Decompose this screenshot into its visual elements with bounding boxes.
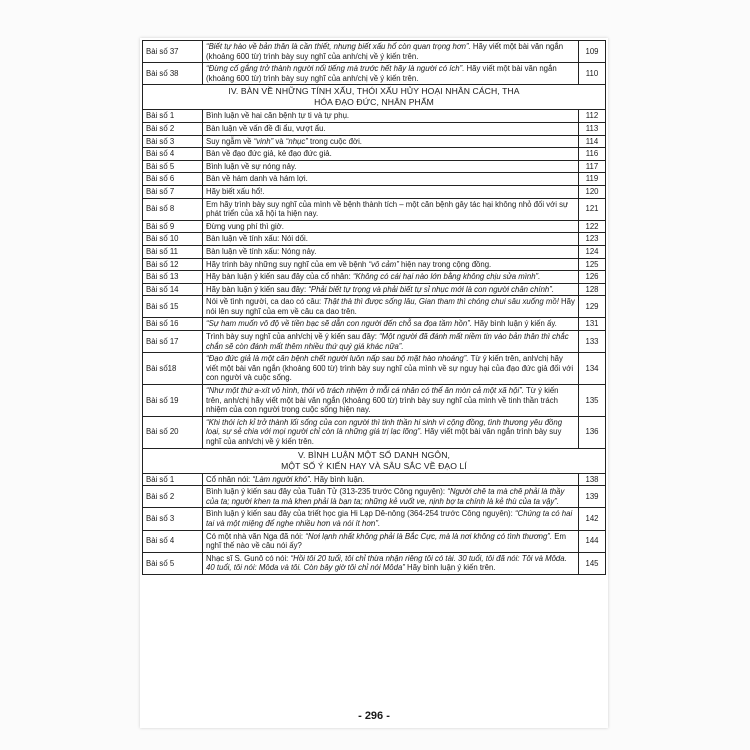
exercise-label: Bài số 3 <box>143 508 203 530</box>
toc-row <box>143 385 606 417</box>
exercise-label: Bài số 19 <box>143 385 203 417</box>
plain-text: Hãy viết một bài văn ngắn (khoảng 600 từ) trình bày suy nghĩ của anh/chị về ý kiến trên. <box>206 42 564 61</box>
exercise-label: Bài số 16 <box>143 318 203 331</box>
exercise-label: Bài số 13 <box>143 271 203 284</box>
exercise-title <box>203 331 579 353</box>
exercise-title <box>203 258 579 271</box>
exercise-title <box>203 160 579 173</box>
exercise-label: Bài số 5 <box>143 552 203 574</box>
toc-row <box>143 552 606 574</box>
plain-text: Bình luận về sự nóng nảy. <box>206 161 297 171</box>
exercise-title <box>203 173 579 186</box>
exercise-title <box>203 41 579 63</box>
quote-text: “Sự ham muốn vô độ về tiền bạc sẽ dẫn con người đến chỗ sa đọa tầm hồn”. <box>206 319 472 329</box>
exercise-label: Bài số 1 <box>143 110 203 123</box>
exercise-title <box>203 198 579 220</box>
exercise-label: Bài số 4 <box>143 148 203 161</box>
exercise-label: Bài số 12 <box>143 258 203 271</box>
section-heading-line: MỘT SỐ Ý KIẾN HAY VÀ SÂU SẮC VỀ ĐẠO LÍ <box>281 460 467 471</box>
page-ref: 124 <box>579 245 606 258</box>
toc-row <box>143 530 606 552</box>
page-ref: 122 <box>579 220 606 233</box>
plain-text: và <box>273 136 286 146</box>
quote-text: “Nơi lạnh nhất không phải là Bắc Cực, mà là nơi không có tình thương”. <box>305 531 553 541</box>
exercise-label: Bài số 4 <box>143 530 203 552</box>
plain-text: hiện nay trong cộng đồng. <box>398 259 492 269</box>
plain-text: trong cuộc đời. <box>307 136 362 146</box>
book-page <box>140 38 608 728</box>
plain-text: Hãy bình luận ý kiến ấy. <box>472 319 557 329</box>
exercise-title <box>203 148 579 161</box>
quote-text: “Làm người khó”. <box>252 474 312 484</box>
exercise-label: Bài số 10 <box>143 233 203 246</box>
page-ref: 142 <box>579 508 606 530</box>
toc-row <box>143 245 606 258</box>
page-ref: 144 <box>579 530 606 552</box>
quote-text: Thật thà thì được sống lâu, Gian tham thì chóng chui sâu xuống mồ! <box>323 297 559 307</box>
page-ref: 138 <box>579 473 606 486</box>
toc-row <box>143 296 606 318</box>
plain-text: Hãy biết xấu hổ!. <box>206 186 265 196</box>
exercise-title <box>203 416 579 448</box>
plain-text: Cổ nhân nói: <box>206 474 253 484</box>
toc-row <box>143 160 606 173</box>
page-ref: 109 <box>579 41 606 63</box>
plain-text: Nhạc sĩ S. Gunô có nói: <box>206 553 291 563</box>
exercise-label: Bài số 5 <box>143 160 203 173</box>
section-heading-row <box>143 448 606 473</box>
plain-text: Bình luận ý kiến sau đây của triết học gia Hi Lạp Dê-nông (364-254 trước Công nguyên): <box>206 509 515 519</box>
exercise-title <box>203 185 579 198</box>
exercise-label: Bài số 17 <box>143 331 203 353</box>
toc-row <box>143 416 606 448</box>
plain-text: Hãy viết một bài văn ngắn (khoảng 600 từ) trình bày suy nghĩ của anh/chị về ý kiến trên. <box>206 64 557 83</box>
exercise-title <box>203 110 579 123</box>
plain-text: Hãy bình luận. <box>311 474 365 484</box>
exercise-label: Bài số 1 <box>143 473 203 486</box>
quote-text: “Biết tự hào về bản thân là cần thiết, nhưng biết xấu hổ còn quan trọng hơn”. <box>206 42 471 51</box>
toc-row <box>143 331 606 353</box>
toc-row <box>143 233 606 246</box>
page-ref: 126 <box>579 271 606 284</box>
quote-text: “Một người đã đánh mất niềm tin vào bản thân thì chắc chắn sẽ còn đánh mất thêm nhiều thứ quý giá khác nữa”. <box>206 332 569 351</box>
plain-text: Bình luận ý kiến sau đây của Tuân Tử (313-235 trước Công nguyên): <box>206 487 448 497</box>
plain-text: Bàn về đạo đức giả, kẻ đạo đức giả. <box>206 149 332 159</box>
exercise-label: Bài số 37 <box>143 41 203 63</box>
exercise-label: Bài số 2 <box>143 486 203 508</box>
toc-row <box>143 148 606 161</box>
exercise-label: Bài số18 <box>143 353 203 385</box>
exercise-title <box>203 245 579 258</box>
section-heading <box>143 448 606 473</box>
page-ref: 128 <box>579 283 606 296</box>
exercise-title <box>203 233 579 246</box>
quote-text: “vinh” <box>253 136 274 146</box>
exercise-label: Bài số 8 <box>143 198 203 220</box>
plain-text: Em nghĩ thế nào về câu nói ấy? <box>206 531 566 551</box>
page-ref: 113 <box>579 122 606 135</box>
toc-row <box>143 63 606 85</box>
quote-text: “Hồi tôi 20 tuổi, tôi chỉ thừa nhận riêng tôi có tài. 30 tuổi, tôi đã nói: Tôi và Môda. 40 tuổi, tôi nói: Môda và tôi. Còn bây giờ tôi chỉ nói Môda” <box>206 553 567 573</box>
plain-text: Từ ý kiến trên, anh/chị hãy viết một bài văn ngắn (khoảng 600 từ) trình bày suy nghĩ của mình về sự nguy hại của đạo đức giả đối với con người và cuộc sống. <box>206 354 574 383</box>
quote-text: “Như một thứ a-xít vô hình, thói vô trách nhiệm ở mỗi cá nhân có thể ăn mòn cả một xã hội”. <box>206 386 524 396</box>
exercise-title <box>203 473 579 486</box>
quote-text: “Khi thói ích kỉ trở thành lối sống của con người thì tinh thần hi sinh vì cộng đồng, tình thương yêu đồng loại, sự sẻ chia với mọi người chỉ còn là những giá trị lạc lõng”. <box>206 417 563 437</box>
section-heading-line: V. BÌNH LUẬN MỘT SỐ DANH NGÔN, <box>298 449 450 460</box>
toc-row <box>143 353 606 385</box>
page-ref: 110 <box>579 63 606 85</box>
plain-text: Bàn luận về tính xấu: Nóng nảy. <box>206 246 317 256</box>
table-of-contents <box>142 40 606 575</box>
quote-text: “vô cảm” <box>368 259 399 269</box>
plain-text: Hãy bình luận ý kiến trên. <box>404 563 496 573</box>
exercise-title <box>203 530 579 552</box>
exercise-title <box>203 486 579 508</box>
plain-text: Hãy bàn luận ý kiến sau đây của cổ nhân: <box>206 272 353 282</box>
toc-row <box>143 508 606 530</box>
exercise-title <box>203 271 579 284</box>
exercise-title <box>203 296 579 318</box>
quote-text: “Đạo đức giả là một căn bệnh chết người luôn nấp sau bộ mặt hào nhoáng”. <box>206 354 469 364</box>
page-ref: 123 <box>579 233 606 246</box>
toc-row <box>143 258 606 271</box>
exercise-label: Bài số 2 <box>143 122 203 135</box>
page-ref: 129 <box>579 296 606 318</box>
plain-text: Hãy nói lên suy nghĩ của em về câu ca dao trên. <box>206 297 575 316</box>
page-ref: 116 <box>579 148 606 161</box>
page-ref: 136 <box>579 416 606 448</box>
exercise-title <box>203 122 579 135</box>
plain-text: Hãy bàn luận ý kiến sau đây: <box>206 284 309 294</box>
page-ref: 119 <box>579 173 606 186</box>
exercise-title <box>203 318 579 331</box>
plain-text: Bàn luận về vấn đề đi ẩu, vượt ẩu. <box>206 123 326 133</box>
exercise-label: Bài số 11 <box>143 245 203 258</box>
toc-row <box>143 473 606 486</box>
plain-text: Bàn về hám danh và hám lợi. <box>206 174 308 184</box>
plain-text: Trình bày suy nghĩ của anh/chị về ý kiến sau đây: <box>206 332 380 342</box>
page-ref: 131 <box>579 318 606 331</box>
toc-row <box>143 185 606 198</box>
quote-text: “nhục” <box>285 136 308 146</box>
plain-text: Nói về tình người, ca dao có câu: <box>206 297 324 307</box>
exercise-title <box>203 508 579 530</box>
quote-text: “Phải biết tự trọng và phải biết tự sỉ nhục mới là con người chân chính”. <box>308 284 555 294</box>
exercise-label: Bài số 15 <box>143 296 203 318</box>
plain-text: Suy ngẫm về <box>206 136 254 146</box>
plain-text: Có một nhà văn Nga đã nói: <box>206 531 306 541</box>
section-heading-line: IV. BÀN VỀ NHỮNG TÍNH XẤU, THÓI XẤU HỦY HOẠI NHÂN CÁCH, THA <box>228 86 520 97</box>
exercise-title <box>203 385 579 417</box>
toc-row <box>143 173 606 186</box>
page-ref: 121 <box>579 198 606 220</box>
exercise-label: Bài số 38 <box>143 63 203 85</box>
section-heading-row <box>143 85 606 110</box>
page-ref: 135 <box>579 385 606 417</box>
page-ref: 114 <box>579 135 606 148</box>
page-ref: 125 <box>579 258 606 271</box>
page-ref: 120 <box>579 185 606 198</box>
plain-text: Hãy viết một bài văn ngắn trình bày suy nghĩ của anh/chị về ý kiến trên. <box>206 427 562 446</box>
exercise-title <box>203 552 579 574</box>
quote-text: “Chúng ta có hai tai và một miệng để nghe nhiều hơn và nói ít hơn”. <box>206 509 573 528</box>
quote-text: “Người chê ta mà chê phải là thầy của ta; người khen ta mà khen phải là bạn ta; những kẻ vuốt ve, nịnh bợ ta chính là kẻ thù của ta vậy”. <box>206 487 565 506</box>
exercise-label: Bài số 3 <box>143 135 203 148</box>
exercise-label: Bài số 7 <box>143 185 203 198</box>
exercise-label: Bài số 14 <box>143 283 203 296</box>
exercise-title <box>203 63 579 85</box>
plain-text: Từ ý kiến trên, anh/chị hãy viết một bài văn ngắn (khoảng 600 từ) trình bày suy nghĩ của mình về tinh thần trách nhiệm của con người trong cuộc sống hiện nay. <box>206 386 559 415</box>
page-ref: 133 <box>579 331 606 353</box>
plain-text: Hãy trình bày những suy nghĩ của em về bệnh <box>206 259 369 269</box>
page-number: - 296 - <box>358 710 390 722</box>
exercise-title <box>203 220 579 233</box>
section-heading <box>143 85 606 110</box>
page-ref: 117 <box>579 160 606 173</box>
toc-row <box>143 41 606 63</box>
page-ref: 145 <box>579 552 606 574</box>
plain-text: Bàn luận về tính xấu: Nói dối. <box>206 234 308 244</box>
toc-row <box>143 283 606 296</box>
section-heading-line: HÓA ĐẠO ĐỨC, NHÂN PHẨM <box>314 97 434 108</box>
exercise-title <box>203 283 579 296</box>
page-ref: 139 <box>579 486 606 508</box>
toc-row <box>143 271 606 284</box>
page-ref: 112 <box>579 110 606 123</box>
exercise-label: Bài số 6 <box>143 173 203 186</box>
toc-row <box>143 122 606 135</box>
toc-row <box>143 135 606 148</box>
toc-body <box>143 41 606 575</box>
quote-text: “Không có cái hại nào lớn bằng không chịu sửa mình”. <box>352 272 541 282</box>
plain-text: Đừng vung phí thì giờ. <box>206 221 284 231</box>
quote-text: “Đừng cố gắng trở thành người nổi tiếng mà trước hết hãy là người có ích”. <box>206 64 465 74</box>
toc-row <box>143 220 606 233</box>
page-ref: 134 <box>579 353 606 385</box>
exercise-label: Bài số 20 <box>143 416 203 448</box>
toc-row <box>143 486 606 508</box>
exercise-title <box>203 135 579 148</box>
toc-row <box>143 110 606 123</box>
toc-row <box>143 318 606 331</box>
plain-text: Bình luận về hai căn bệnh tự ti và tự phụ. <box>206 111 350 121</box>
plain-text: Em hãy trình bày suy nghĩ của mình về bệnh thành tích – một căn bệnh gây tác hại không nhỏ đối với sự phát triển của xã hội ta hiện nay. <box>206 199 569 219</box>
toc-row <box>143 198 606 220</box>
exercise-title <box>203 353 579 385</box>
exercise-label: Bài số 9 <box>143 220 203 233</box>
